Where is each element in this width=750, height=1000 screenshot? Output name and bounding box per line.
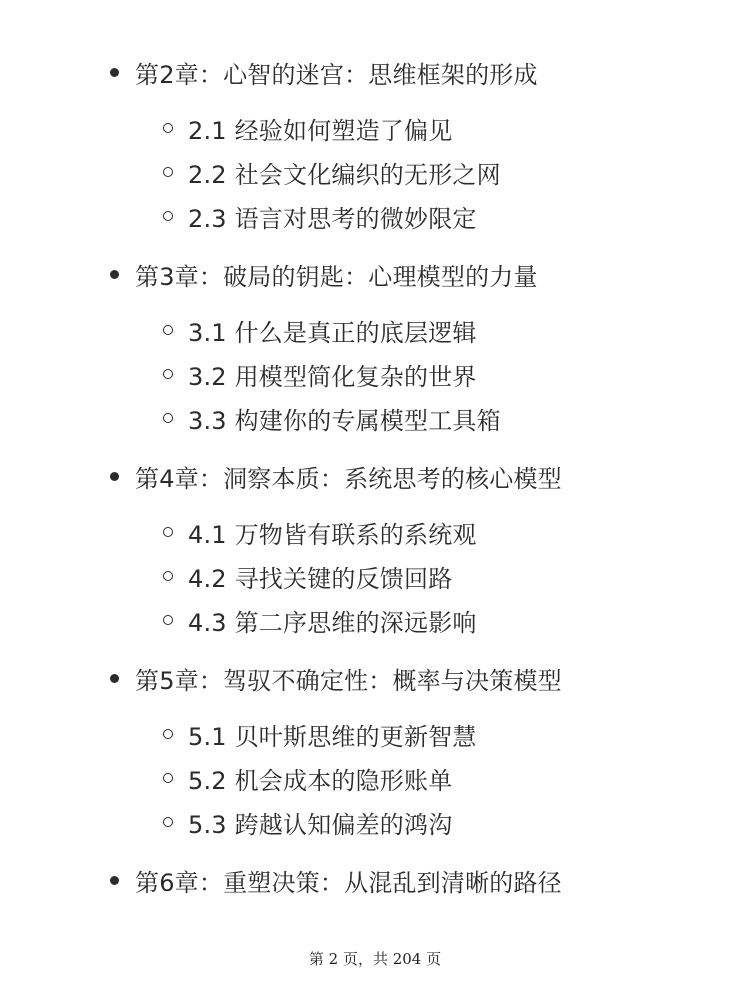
section-title: 2.3 语言对思考的微妙限定 [188,204,477,233]
toc-section [163,802,452,842]
section-title: 3.2 用模型简化复杂的世界 [188,362,477,391]
toc-chapter [110,52,538,92]
toc-section [163,108,452,148]
hollow-bullet-icon [163,123,173,133]
toc-section [163,556,452,596]
filled-bullet-icon [110,68,119,77]
hollow-bullet-icon [163,413,173,423]
section-title: 2.2 社会文化编织的无形之网 [188,160,501,189]
chapter-title: 第6章：重塑决策：从混乱到清晰的路径 [135,868,562,897]
toc-chapter [110,658,562,698]
toc-section [163,310,477,350]
section-title: 2.1 经验如何塑造了偏见 [188,116,453,145]
section-title: 3.3 构建你的专属模型工具箱 [188,406,501,435]
toc-chapter [110,860,562,900]
hollow-bullet-icon [163,773,173,783]
toc-section [163,354,477,394]
toc-chapter [110,254,538,294]
chapter-title: 第2章：心智的迷宫：思维框架的形成 [135,60,538,89]
hollow-bullet-icon [163,571,173,581]
toc-chapter [110,456,562,496]
section-title: 3.1 什么是真正的底层逻辑 [188,318,477,347]
chapter-title: 第5章：驾驭不确定性：概率与决策模型 [135,666,562,695]
hollow-bullet-icon [163,211,173,221]
section-title: 4.2 寻找关键的反馈回路 [188,564,453,593]
section-title: 4.1 万物皆有联系的系统观 [188,520,477,549]
filled-bullet-icon [110,876,119,885]
section-title: 4.3 第二序思维的深远影响 [188,608,477,637]
section-title: 5.1 贝叶斯思维的更新智慧 [188,722,477,751]
filled-bullet-icon [110,472,119,481]
hollow-bullet-icon [163,167,173,177]
toc-section [163,758,452,798]
hollow-bullet-icon [163,729,173,739]
chapter-title: 第4章：洞察本质：系统思考的核心模型 [135,464,562,493]
hollow-bullet-icon [163,527,173,537]
toc-section [163,600,477,640]
filled-bullet-icon [110,674,119,683]
chapter-title: 第3章：破局的钥匙：心理模型的力量 [135,262,538,291]
filled-bullet-icon [110,270,119,279]
toc-section [163,152,501,192]
toc-section [163,398,501,438]
toc-section [163,714,477,754]
toc-section [163,512,477,552]
hollow-bullet-icon [163,615,173,625]
section-title: 5.2 机会成本的隐形账单 [188,766,453,795]
toc-section [163,196,477,236]
hollow-bullet-icon [163,325,173,335]
page-number-footer: 第 2 页，共 204 页 [308,950,442,968]
hollow-bullet-icon [163,817,173,827]
section-title: 5.3 跨越认知偏差的鸿沟 [188,810,453,839]
hollow-bullet-icon [163,369,173,379]
